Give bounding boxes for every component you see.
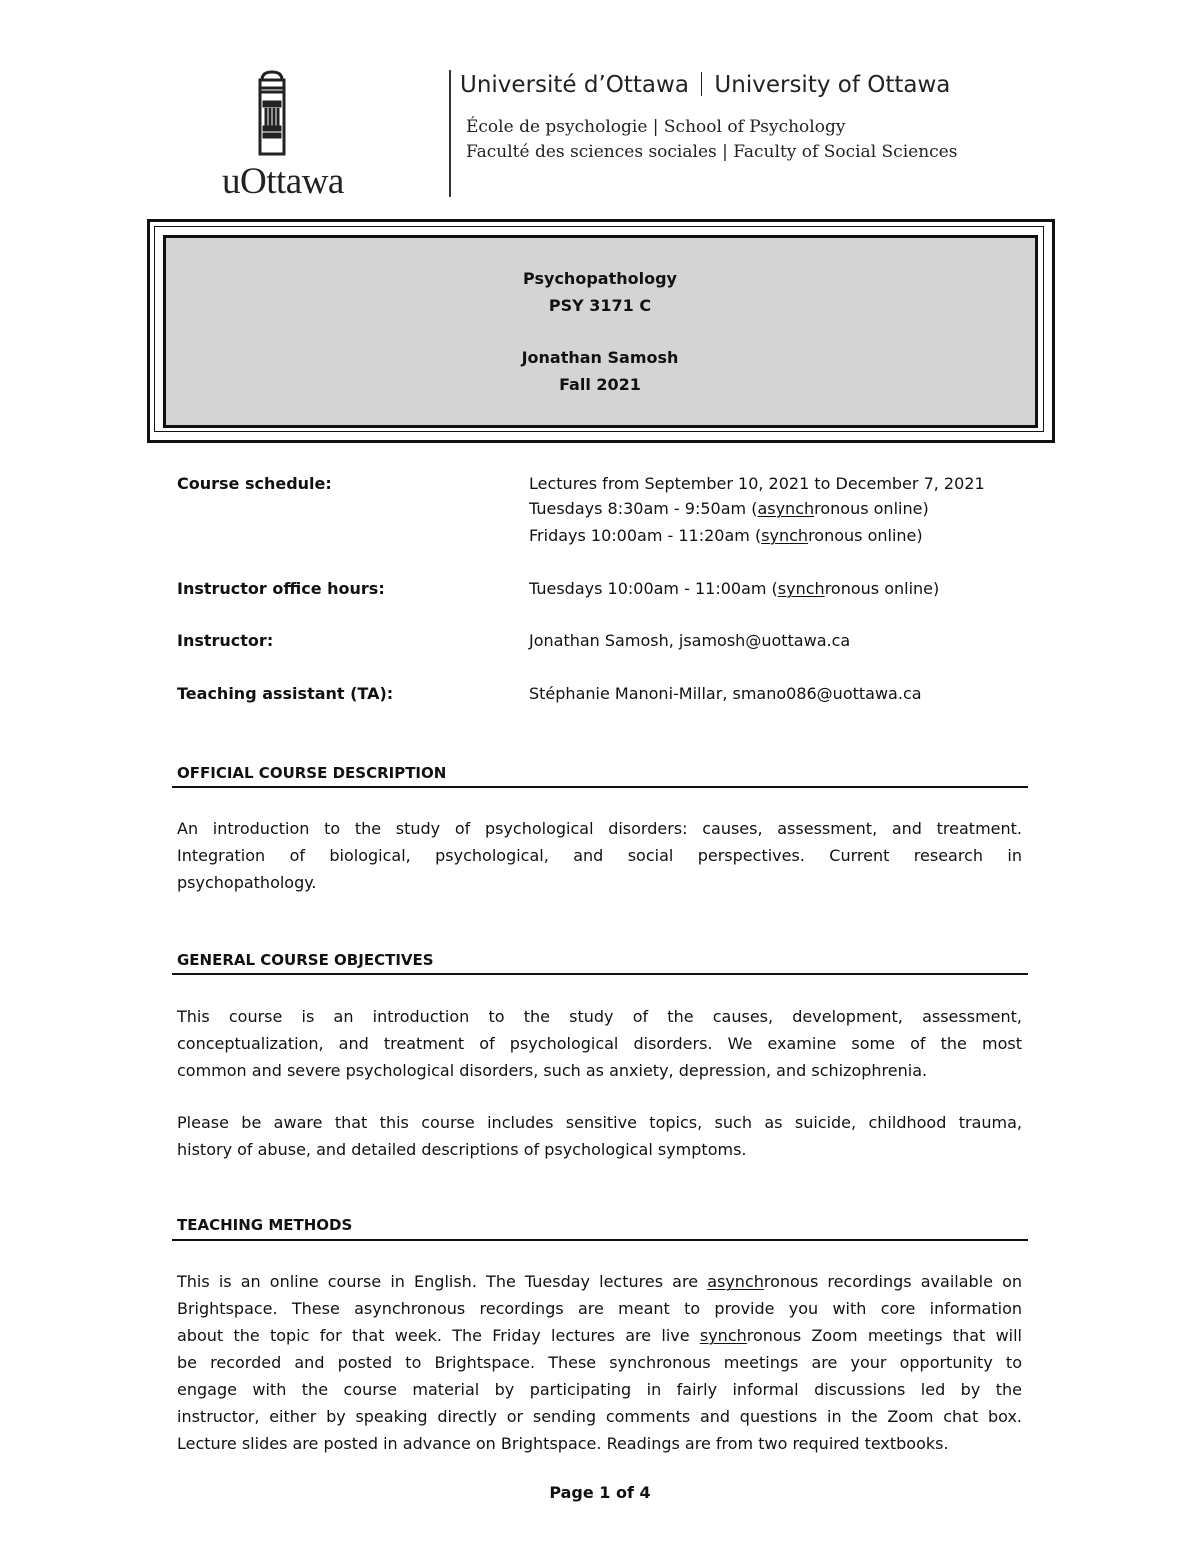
friday-schedule-text: Fridays 10:00am - 11:20am ( <box>529 526 762 545</box>
friday-schedule <box>529 526 923 545</box>
paragraph-line: history of abuse, and detailed descriptions of psychological symptoms. <box>177 1140 747 1159</box>
page-number: Page 1 of 4 <box>549 1483 651 1502</box>
paragraph-line: instructor, either by speaking directly or sending comments and questions in the Zoom chat box. <box>177 1407 1022 1426</box>
university-name-fr: Université d’Ottawa <box>460 72 689 98</box>
office-hours-text: Tuesdays 10:00am - 11:00am ( <box>529 579 778 598</box>
course-schedule-label: Course schedule: <box>177 474 332 493</box>
paragraph-line: psychopathology. <box>177 873 317 892</box>
paragraph-line: Brightspace. These asynchronous recordings are meant to provide you with core information <box>177 1299 1022 1318</box>
friday-schedule-underlined: synch <box>761 526 809 545</box>
tuesday-schedule-text-end: ronous online) <box>814 499 929 518</box>
tuesday-schedule-text: Tuesdays 8:30am - 9:50am ( <box>529 499 758 518</box>
header-divider <box>449 70 451 197</box>
official-description-heading: OFFICIAL COURSE DESCRIPTION <box>177 764 447 782</box>
school-name: École de psychologie | School of Psychology <box>466 117 846 137</box>
instructor-contact: Jonathan Samosh, jsamosh@uottawa.ca <box>529 631 851 650</box>
paragraph-line: be recorded and posted to Brightspace. These synchronous meetings are your opportunity to <box>177 1353 1022 1372</box>
friday-schedule-text-end: ronous online) <box>808 526 923 545</box>
section-rule <box>172 973 1028 975</box>
paragraph-line: Lecture slides are posted in advance on Brightspace. Readings are from two required textbooks. <box>177 1434 949 1453</box>
line-text-end: ronous Zoom meetings that will <box>746 1326 1022 1345</box>
tuesday-schedule-underlined: asynch <box>757 499 815 518</box>
paragraph-line: conceptualization, and treatment of psychological disorders. We examine some of the most <box>177 1034 1022 1053</box>
tuesday-schedule <box>529 499 929 518</box>
teaching-methods-text <box>177 1268 1022 1457</box>
faculty-name: Faculté des sciences sociales | Faculty of Social Sciences <box>466 142 958 162</box>
paragraph-line: An introduction to the study of psychological disorders: causes, assessment, and treatment. <box>177 819 1022 838</box>
paragraph-line <box>177 1268 1022 1295</box>
university-name <box>460 72 950 98</box>
paragraph-line: Please be aware that this course includes sensitive topics, such as suicide, childhood trauma, <box>177 1113 1022 1132</box>
building-icon <box>222 70 322 160</box>
paragraph-line <box>177 1322 1022 1349</box>
office-hours-value <box>529 579 939 598</box>
office-hours-text-end: ronous online) <box>824 579 940 598</box>
line-underlined: synch <box>699 1326 747 1345</box>
title-box <box>163 235 1038 428</box>
objectives-heading: GENERAL COURSE OBJECTIVES <box>177 951 434 969</box>
name-separator <box>701 72 703 96</box>
ta-label: Teaching assistant (TA): <box>177 684 394 703</box>
objectives-paragraph-2 <box>177 1109 1022 1163</box>
logo-wordmark: uOttawa <box>222 161 344 202</box>
official-description-text <box>177 815 1022 896</box>
instructor-label: Instructor: <box>177 631 274 650</box>
section-rule <box>172 1239 1028 1241</box>
university-name-en: University of Ottawa <box>714 72 951 98</box>
course-name: Psychopathology <box>523 269 677 288</box>
line-text-end: ronous recordings available on <box>763 1272 1023 1291</box>
course-schedule-dates: Lectures from September 10, 2021 to December 7, 2021 <box>529 474 985 493</box>
section-rule <box>172 786 1028 788</box>
teaching-methods-heading: TEACHING METHODS <box>177 1216 353 1234</box>
paragraph-line: common and severe psychological disorders, such as anxiety, depression, and schizophrenia. <box>177 1061 928 1080</box>
instructor-name: Jonathan Samosh <box>521 348 679 367</box>
line-text: about the topic for that week. The Friday lectures are live <box>177 1326 700 1345</box>
ta-contact: Stéphanie Manoni-Millar, smano086@uottawa.ca <box>529 684 922 703</box>
office-hours-label: Instructor office hours: <box>177 579 385 598</box>
office-hours-underlined: synch <box>777 579 825 598</box>
course-term: Fall 2021 <box>559 375 641 394</box>
line-text: This is an online course in English. The Tuesday lectures are <box>177 1272 708 1291</box>
paragraph-line: This course is an introduction to the study of the causes, development, assessment, <box>177 1007 1022 1026</box>
paragraph-line: Integration of biological, psychological, and social perspectives. Current research in <box>177 846 1022 865</box>
line-underlined: asynch <box>707 1272 764 1291</box>
paragraph-line: engage with the course material by participating in fairly informal discussions led by the <box>177 1380 1022 1399</box>
objectives-paragraph-1 <box>177 1003 1022 1084</box>
course-code: PSY 3171 C <box>548 296 652 315</box>
